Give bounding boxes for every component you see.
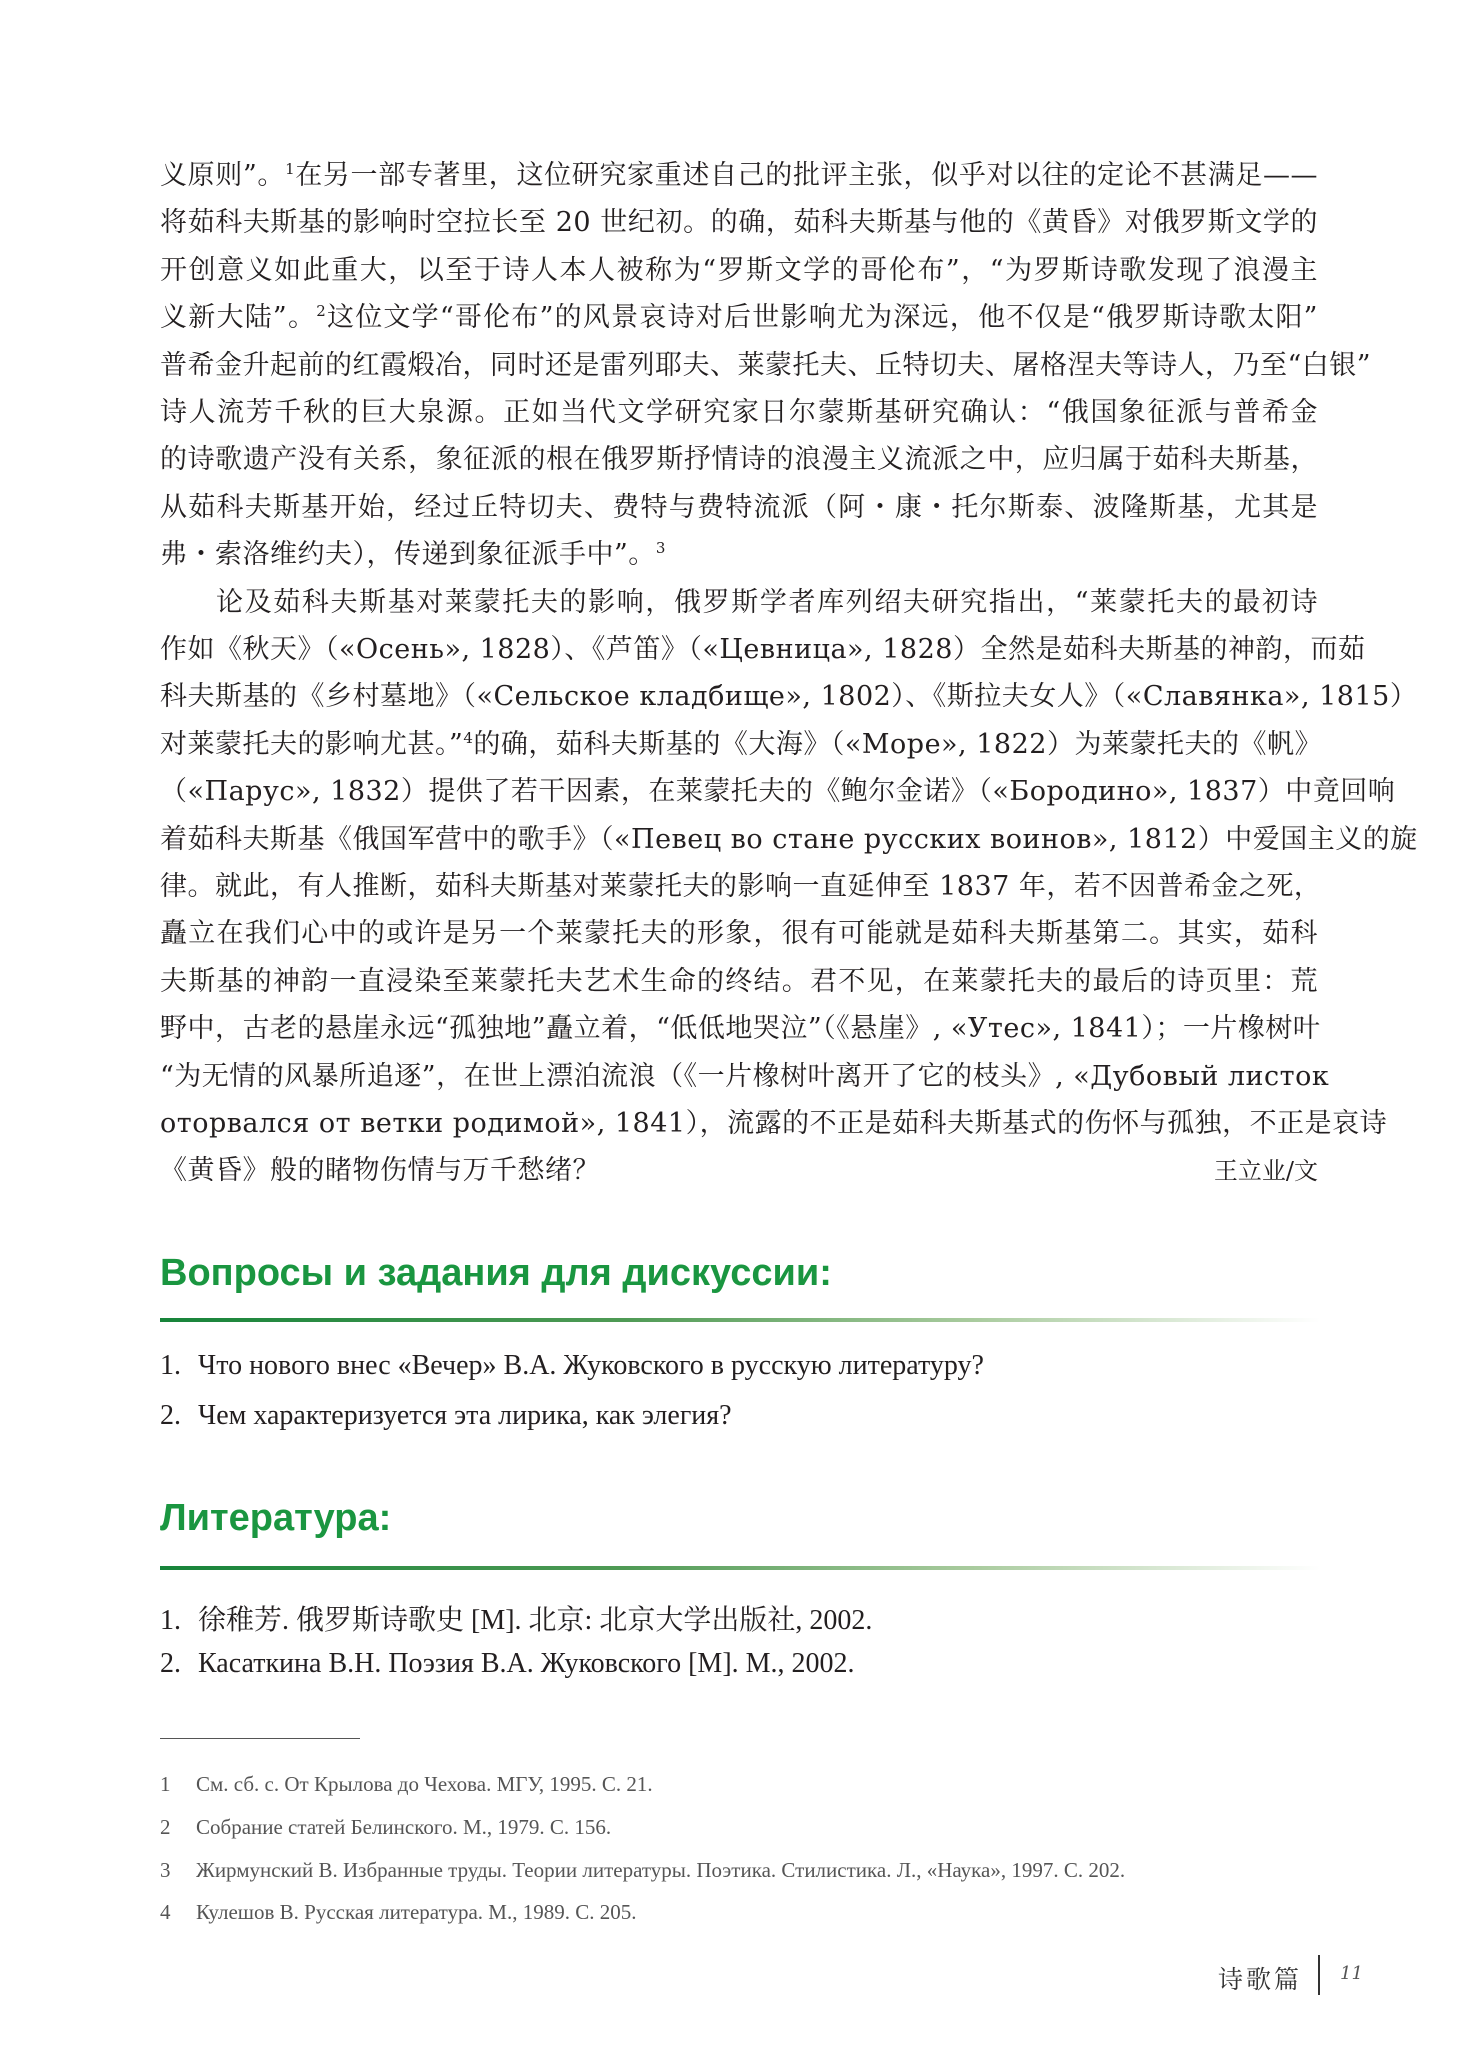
item-text: 徐稚芳. 俄罗斯诗歌史 [M]. 北京: 北京大学出版社, 2002. bbox=[198, 1605, 873, 1636]
text-segment: 在另一部专著里，这位研究家重述自己的批评主张，似乎对以往的定论不甚满足—— bbox=[295, 160, 1318, 191]
text-line bbox=[160, 727, 1322, 763]
text-segment: 义原则”。 bbox=[160, 160, 286, 191]
footnote-number: 4 bbox=[160, 1900, 171, 1924]
text-line bbox=[160, 205, 1318, 241]
item-number: 2. bbox=[160, 1400, 181, 1431]
text-line bbox=[160, 964, 1318, 1000]
text-line bbox=[160, 1059, 1330, 1095]
text-segment: 矗立在我们心中的或许是另一个莱蒙托夫的形象，很有可能就是茹科夫斯基第二。其实，茹科 bbox=[160, 918, 1318, 950]
item-text: Чем характеризуется эта лирика, как элегия? bbox=[198, 1400, 732, 1431]
footnote-ref: 4 bbox=[463, 728, 474, 747]
footer-divider bbox=[1318, 1955, 1320, 1995]
footnote-number: 2 bbox=[160, 1815, 171, 1839]
item-text: Что нового внес «Вечер» В.А. Жуковского в русскую литературу? bbox=[198, 1350, 984, 1381]
footnote-number: 3 bbox=[160, 1858, 171, 1882]
text-segment: 弗・索洛维约夫），传递到象征派手中”。 bbox=[160, 539, 656, 571]
text-segment: 这位文学“哥伦布”的风景哀诗对后世影响尤为深远，他不仅是“俄罗斯诗歌太阳” bbox=[326, 302, 1318, 334]
text-line bbox=[160, 869, 1322, 905]
text-segment: 义新大陆”。 bbox=[160, 302, 317, 334]
footnote bbox=[160, 1858, 1125, 1883]
text-segment: 将茹科夫斯基的影响时空拉长至 20 世纪初。的确，茹科夫斯基与他的《黄昏》对俄罗斯文学的 bbox=[160, 207, 1318, 239]
footnote-text: Кулешов В. Русская литература. М., 1989. С. 205. bbox=[196, 1900, 637, 1924]
discussion-divider bbox=[160, 1318, 1320, 1322]
text-line bbox=[216, 585, 1318, 621]
text-segment: 夫斯基的神韵一直浸染至莱蒙托夫艺术生命的终结。君不见，在莱蒙托夫的最后的诗页里：荒 bbox=[160, 965, 1318, 997]
literature-heading: Литература: bbox=[160, 1497, 392, 1539]
footnote-text: См. сб. с. От Крылова до Чехова. МГУ, 1995. С. 21. bbox=[196, 1772, 653, 1796]
discussion-item bbox=[160, 1400, 732, 1432]
footnote-ref: 1 bbox=[285, 160, 296, 178]
literature-divider bbox=[160, 1566, 1320, 1570]
text-line bbox=[160, 632, 1366, 668]
text-segment: 对莱蒙托夫的影响尤甚。” bbox=[160, 728, 464, 760]
item-number: 1. bbox=[160, 1605, 181, 1636]
footnote-text: Жирмунский В. Избранные труды. Теории литературы. Поэтика. Стилистика. Л., «Наука», 1997. С. 202. bbox=[196, 1858, 1126, 1882]
footnote bbox=[160, 1815, 611, 1840]
text-segment: оторвался от ветки родимой», 1841），流露的不正是茹科夫斯基式的伤怀与孤独，不正是哀诗 bbox=[160, 1108, 1388, 1139]
text-line bbox=[160, 395, 1318, 431]
text-line bbox=[160, 253, 1318, 289]
footnote-text: Собрание статей Белинского. М., 1979. С. 156. bbox=[196, 1815, 612, 1839]
text-segment: 科夫斯基的《乡村墓地》（«Сельское кладбище», 1802）、《斯拉夫女人》（«Славянка», 1815） bbox=[160, 681, 1418, 713]
text-segment: 诗人流芳千秋的巨大泉源。正如当代文学研究家日尔蒙斯基研究确认：“俄国象征派与普希金 bbox=[160, 397, 1318, 428]
text-line bbox=[160, 537, 1318, 573]
text-segment: 着茹科夫斯基《俄国军营中的歌手》（«Певец во стане русских воинов», 1812）中爱国主义的旋 bbox=[160, 823, 1418, 855]
item-text: Касаткина В.Н. Поэзия В.А. Жуковского [M]. М., 2002. bbox=[198, 1648, 855, 1679]
text-segment: 论及茹科夫斯基对莱蒙托夫的影响，俄罗斯学者库列绍夫研究指出，“莱蒙托夫的最初诗 bbox=[216, 586, 1318, 618]
text-line bbox=[160, 1011, 1321, 1047]
item-number: 1. bbox=[160, 1350, 181, 1381]
footnote-separator bbox=[160, 1738, 360, 1739]
text-line bbox=[160, 679, 1418, 715]
text-segment: 开创意义如此重大，以至于诗人本人被称为“罗斯文学的哥伦布”，“为罗斯诗歌发现了浪漫主 bbox=[160, 254, 1318, 286]
text-segment: 作如《秋天》（«Осень», 1828）、《芦笛》（«Цевница», 1828）全然是茹科夫斯基的神韵，而茹 bbox=[160, 634, 1366, 665]
text-line bbox=[160, 158, 1318, 194]
text-line bbox=[160, 1106, 1388, 1142]
footnote-number: 1 bbox=[160, 1772, 171, 1796]
text-line bbox=[160, 774, 1396, 810]
footnote bbox=[160, 1900, 636, 1925]
page-number: 11 bbox=[1340, 1963, 1363, 1984]
footnote-ref: 3 bbox=[655, 539, 666, 558]
text-segment: （«Парус», 1832）提供了若干因素，在莱蒙托夫的《鲍尔金诺》（«Бородино», 1837）中竟回响 bbox=[160, 776, 1396, 808]
footnote-ref: 2 bbox=[316, 302, 327, 321]
author-signature: 王立业/文 bbox=[1213, 1157, 1318, 1185]
text-line bbox=[160, 348, 1372, 384]
text-line bbox=[160, 916, 1318, 952]
discussion-heading: Вопросы и задания для дискуссии: bbox=[160, 1252, 832, 1294]
discussion-item bbox=[160, 1350, 984, 1382]
text-line bbox=[160, 442, 1318, 478]
item-number: 2. bbox=[160, 1648, 181, 1679]
text-segment: 的确，茹科夫斯基的《大海》（«Море», 1822）为莱蒙托夫的《帆》 bbox=[473, 728, 1322, 760]
text-line bbox=[160, 300, 1318, 336]
text-segment: 普希金升起前的红霞煅冶，同时还是雷列耶夫、莱蒙托夫、丘特切夫、屠格涅夫等诗人，乃至“白银” bbox=[160, 349, 1372, 381]
text-line bbox=[160, 1153, 1318, 1189]
text-segment: “为无情的风暴所追逐”，在世上漂泊流浪（《一片橡树叶离开了它的枝头》, «Дубовый листок bbox=[160, 1060, 1330, 1092]
literature-item bbox=[160, 1598, 872, 1638]
text-segment: 的诗歌遗产没有关系，象征派的根在俄罗斯抒情诗的浪漫主义流派之中，应归属于茹科夫斯基， bbox=[160, 444, 1318, 476]
literature-item bbox=[160, 1648, 855, 1680]
text-segment: 律。就此，有人推断，茹科夫斯基对莱蒙托夫的影响一直延伸至 1837 年，若不因普希金之死， bbox=[160, 871, 1322, 902]
text-line bbox=[160, 490, 1318, 526]
text-segment: 从茹科夫斯基开始，经过丘特切夫、费特与费特流派（阿・康・托尔斯泰、波隆斯基，尤其是 bbox=[160, 491, 1318, 523]
footnote bbox=[160, 1772, 653, 1797]
text-line bbox=[160, 822, 1418, 858]
text-segment: 野中，古老的悬崖永远“孤独地”矗立着，“低低地哭泣”（《悬崖》, «Утес», 1841）；一片橡树叶 bbox=[160, 1013, 1321, 1045]
footer-section-title: 诗歌篇 bbox=[1218, 1965, 1303, 1994]
text-segment: 《黄昏》般的睹物伤情与万千愁绪？ bbox=[160, 1155, 600, 1187]
